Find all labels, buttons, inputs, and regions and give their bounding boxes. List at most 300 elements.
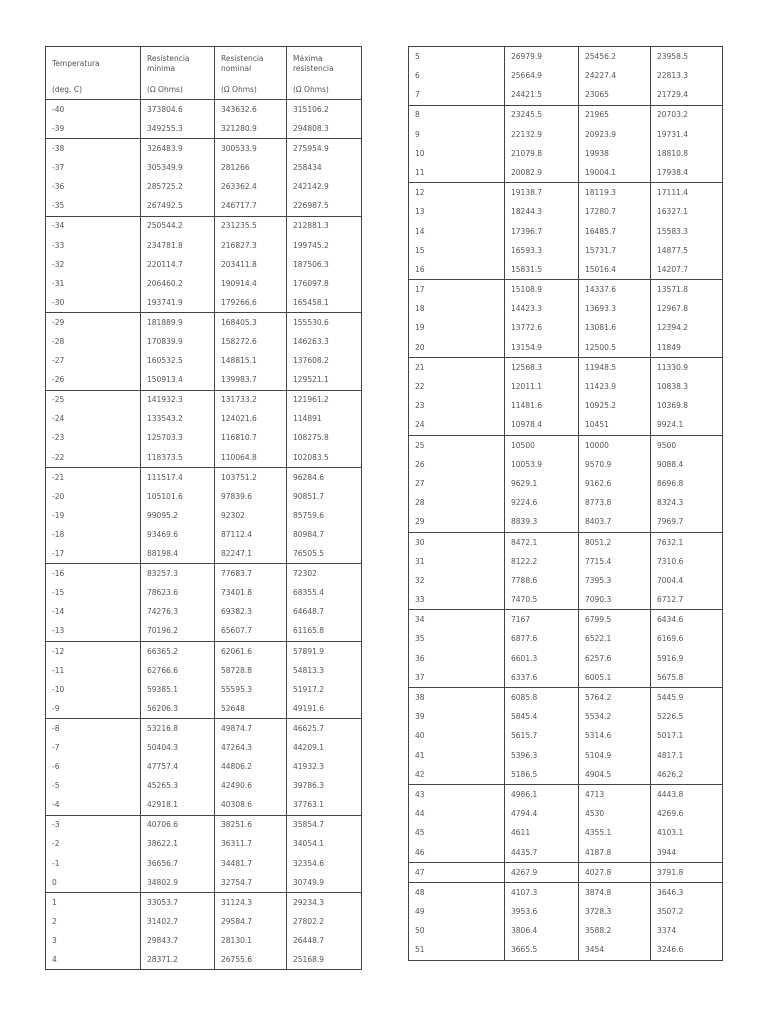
cell-max-resistance: 46625.7 [287,719,362,739]
table-row [409,203,723,222]
cell-temperature: -13 [46,622,141,642]
table-row [46,564,362,584]
table-row [46,119,362,139]
cell-min-resistance: 13772.6 [505,319,579,338]
table-row [409,377,723,396]
cell-nominal-resistance: 7715.4 [579,552,651,571]
cell-nominal-resistance: 52648 [215,699,287,719]
cell-min-resistance: 8472.1 [505,532,579,552]
cell-max-resistance: 32354.6 [287,854,362,873]
table-row [409,435,723,455]
cell-nominal-resistance: 62061.6 [215,641,287,661]
cell-min-resistance: 141932.3 [141,390,215,410]
cell-min-resistance: 42918.1 [141,795,215,815]
cell-min-resistance: 22132.9 [505,125,579,144]
cell-nominal-resistance: 6257.6 [579,649,651,668]
cell-temperature: 43 [409,785,505,805]
cell-min-resistance: 99095.2 [141,506,215,525]
cell-temperature: 50 [409,921,505,940]
cell-nominal-resistance: 124021.6 [215,410,287,429]
cell-nominal-resistance: 179266.6 [215,293,287,313]
cell-nominal-resistance: 11423.9 [579,377,651,396]
cell-temperature: 19 [409,319,505,338]
cell-max-resistance: 129521.1 [287,370,362,390]
cell-nominal-resistance: 58728.8 [215,661,287,680]
table-row [409,47,723,67]
cell-nominal-resistance: 21965 [579,105,651,125]
cell-temperature: -27 [46,351,141,370]
cell-nominal-resistance: 32754.7 [215,873,287,893]
cell-temperature: 3 [46,931,141,950]
cell-temperature: -31 [46,274,141,293]
cell-temperature: 28 [409,493,505,512]
cell-max-resistance: 199745.2 [287,236,362,255]
table-row [409,941,723,961]
cell-min-resistance: 10500 [505,435,579,455]
cell-max-resistance: 5445.9 [651,688,723,708]
cell-temperature: 39 [409,707,505,726]
cell-max-resistance: 3374 [651,921,723,940]
cell-min-resistance: 66365.2 [141,641,215,661]
cell-nominal-resistance: 4187.8 [579,843,651,863]
cell-temperature: 40 [409,727,505,746]
cell-min-resistance: 28371.2 [141,950,215,970]
cell-temperature: -36 [46,177,141,196]
cell-nominal-resistance: 4530 [579,804,651,823]
cell-max-resistance: 9924.1 [651,416,723,436]
cell-temperature: 51 [409,941,505,961]
table-row [46,139,362,159]
table-row [409,552,723,571]
cell-nominal-resistance: 82247.1 [215,544,287,564]
cell-nominal-resistance: 19004.1 [579,163,651,183]
cell-max-resistance: 41932.3 [287,757,362,776]
cell-nominal-resistance: 10451 [579,416,651,436]
cell-temperature: 6 [409,66,505,85]
cell-max-resistance: 258434 [287,158,362,177]
cell-min-resistance: 170839.9 [141,332,215,351]
cell-nominal-resistance: 15731.7 [579,241,651,260]
cell-nominal-resistance: 9162.6 [579,474,651,493]
cell-temperature: 13 [409,203,505,222]
cell-nominal-resistance: 5314.6 [579,727,651,746]
cell-temperature: 35 [409,630,505,649]
table-row [46,274,362,293]
cell-min-resistance: 29843.7 [141,931,215,950]
table-row [409,241,723,260]
cell-nominal-resistance: 92302 [215,506,287,525]
cell-max-resistance: 212881.3 [287,216,362,236]
cell-nominal-resistance: 36311.7 [215,835,287,854]
cell-nominal-resistance: 5764.2 [579,688,651,708]
table-row [409,455,723,474]
cell-max-resistance: 5916.9 [651,649,723,668]
cell-temperature: 21 [409,358,505,378]
cell-max-resistance: 85759.6 [287,506,362,525]
cell-temperature: -32 [46,255,141,274]
cell-nominal-resistance: 158272.6 [215,332,287,351]
cell-temperature: 42 [409,765,505,785]
table-row [409,338,723,358]
cell-max-resistance: 14877.5 [651,241,723,260]
cell-min-resistance: 4267.9 [505,862,579,882]
cell-temperature: -40 [46,100,141,120]
table-row [46,622,362,642]
cell-max-resistance: 18810.8 [651,144,723,163]
cell-max-resistance: 80984.7 [287,525,362,544]
cell-temperature: -21 [46,467,141,487]
cell-max-resistance: 9088.4 [651,455,723,474]
cell-temperature: 24 [409,416,505,436]
cell-max-resistance: 37763.1 [287,795,362,815]
cell-nominal-resistance: 263362.4 [215,177,287,196]
table-row [46,854,362,873]
cell-nominal-resistance: 3874.8 [579,883,651,903]
cell-max-resistance: 25168.9 [287,950,362,970]
cell-max-resistance: 102083.5 [287,448,362,468]
cell-min-resistance: 326483.9 [141,139,215,159]
cell-max-resistance: 11849 [651,338,723,358]
table-row [409,85,723,105]
table-row [409,883,723,903]
cell-max-resistance: 108275.8 [287,429,362,448]
cell-nominal-resistance: 4713 [579,785,651,805]
table-row [409,630,723,649]
cell-nominal-resistance: 5104.9 [579,746,651,765]
table-row [409,280,723,300]
cell-min-resistance: 70196.2 [141,622,215,642]
table-row [409,746,723,765]
table-row [46,487,362,506]
table-row [46,795,362,815]
cell-temperature: -30 [46,293,141,313]
cell-min-resistance: 4794.4 [505,804,579,823]
cell-min-resistance: 7470.5 [505,590,579,610]
cell-temperature: 30 [409,532,505,552]
cell-max-resistance: 165458.1 [287,293,362,313]
cell-nominal-resistance: 103751.2 [215,467,287,487]
cell-max-resistance: 90851.7 [287,487,362,506]
unit-max: (Ω Ohms) [287,80,362,100]
cell-min-resistance: 10053.9 [505,455,579,474]
cell-min-resistance: 8839.3 [505,513,579,533]
cell-temperature: -19 [46,506,141,525]
table-row [409,532,723,552]
cell-nominal-resistance: 4027.8 [579,862,651,882]
cell-min-resistance: 17396.7 [505,222,579,241]
cell-temperature: 27 [409,474,505,493]
cell-max-resistance: 21729.4 [651,85,723,105]
cell-max-resistance: 64648.7 [287,603,362,622]
cell-min-resistance: 62766.6 [141,661,215,680]
cell-nominal-resistance: 3728.3 [579,902,651,921]
cell-temperature: 25 [409,435,505,455]
cell-max-resistance: 146263.3 [287,332,362,351]
cell-nominal-resistance: 7395.3 [579,571,651,590]
cell-temperature: 9 [409,125,505,144]
cell-temperature: 33 [409,590,505,610]
cell-max-resistance: 14207.7 [651,260,723,280]
cell-min-resistance: 3806.4 [505,921,579,940]
cell-temperature: 15 [409,241,505,260]
cell-nominal-resistance: 26755.6 [215,950,287,970]
cell-min-resistance: 305349.9 [141,158,215,177]
table-row [46,776,362,795]
header-row [46,47,362,81]
cell-min-resistance: 3953.6 [505,902,579,921]
cell-max-resistance: 68355.4 [287,583,362,602]
units-row [46,80,362,100]
cell-max-resistance: 7632.1 [651,532,723,552]
cell-min-resistance: 53216.8 [141,719,215,739]
cell-temperature: 31 [409,552,505,571]
cell-max-resistance: 187506.3 [287,255,362,274]
table-row [409,688,723,708]
cell-min-resistance: 105101.6 [141,487,215,506]
cell-temperature: -15 [46,583,141,602]
table-row [46,525,362,544]
cell-nominal-resistance: 5534.2 [579,707,651,726]
cell-nominal-resistance: 31124.3 [215,892,287,912]
resistance-table-left [45,46,362,970]
cell-temperature: 38 [409,688,505,708]
table-row [409,66,723,85]
cell-temperature: -20 [46,487,141,506]
cell-temperature: -16 [46,564,141,584]
cell-max-resistance: 10838.3 [651,377,723,396]
cell-temperature: 1 [46,892,141,912]
cell-nominal-resistance: 110064.8 [215,448,287,468]
table-row [46,738,362,757]
cell-max-resistance: 4626.2 [651,765,723,785]
cell-nominal-resistance: 55595.3 [215,680,287,699]
table-row [409,668,723,688]
cell-max-resistance: 242142.9 [287,177,362,196]
cell-temperature: -1 [46,854,141,873]
cell-temperature: -6 [46,757,141,776]
cell-min-resistance: 220114.7 [141,255,215,274]
cell-max-resistance: 57891.9 [287,641,362,661]
cell-min-resistance: 93469.6 [141,525,215,544]
cell-min-resistance: 7788.6 [505,571,579,590]
cell-max-resistance: 8324.3 [651,493,723,512]
cell-min-resistance: 10978.4 [505,416,579,436]
cell-temperature: -33 [46,236,141,255]
cell-max-resistance: 76505.5 [287,544,362,564]
table-row [46,892,362,912]
cell-temperature: 0 [46,873,141,893]
cell-max-resistance: 155530.6 [287,313,362,333]
cell-max-resistance: 4103.1 [651,824,723,843]
cell-min-resistance: 56206.3 [141,699,215,719]
cell-max-resistance: 35854.7 [287,815,362,835]
cell-nominal-resistance: 24227.4 [579,66,651,85]
table-row [46,719,362,739]
cell-nominal-resistance: 203411.8 [215,255,287,274]
cell-max-resistance: 7969.7 [651,513,723,533]
cell-min-resistance: 160532.5 [141,351,215,370]
cell-min-resistance: 6337.6 [505,668,579,688]
cell-min-resistance: 9224.6 [505,493,579,512]
cell-temperature: -26 [46,370,141,390]
table-row [46,506,362,525]
cell-min-resistance: 31402.7 [141,912,215,931]
cell-nominal-resistance: 20923.9 [579,125,651,144]
cell-temperature: 17 [409,280,505,300]
cell-temperature: -35 [46,197,141,217]
table-row [409,571,723,590]
unit-temperature: (deg. C) [46,80,141,100]
table-row [46,544,362,564]
cell-nominal-resistance: 4904.5 [579,765,651,785]
cell-temperature: 45 [409,824,505,843]
cell-temperature: -39 [46,119,141,139]
cell-min-resistance: 8122.2 [505,552,579,571]
table-row [409,804,723,823]
cell-temperature: -29 [46,313,141,333]
cell-max-resistance: 96284.6 [287,467,362,487]
cell-min-resistance: 267492.5 [141,197,215,217]
cell-min-resistance: 23245.5 [505,105,579,125]
cell-max-resistance: 12967.8 [651,299,723,318]
unit-min: (Ω Ohms) [141,80,215,100]
table-row [409,416,723,436]
cell-temperature: -11 [46,661,141,680]
cell-temperature: 10 [409,144,505,163]
table-row [46,429,362,448]
cell-max-resistance: 294808.3 [287,119,362,139]
table-row [409,260,723,280]
cell-temperature: 29 [409,513,505,533]
cell-min-resistance: 4435.7 [505,843,579,863]
cell-max-resistance: 4269.6 [651,804,723,823]
cell-max-resistance: 26448.7 [287,931,362,950]
table-row [409,222,723,241]
cell-nominal-resistance: 168405.3 [215,313,287,333]
table-row [46,177,362,196]
cell-max-resistance: 6712.7 [651,590,723,610]
cell-nominal-resistance: 8051.2 [579,532,651,552]
cell-nominal-resistance: 13081.6 [579,319,651,338]
cell-temperature: 11 [409,163,505,183]
cell-temperature: 18 [409,299,505,318]
table-row [46,158,362,177]
header-nominal-resistance: Resistencia nominal [215,47,287,81]
cell-max-resistance: 23958.5 [651,47,723,67]
cell-nominal-resistance: 40308.6 [215,795,287,815]
cell-min-resistance: 9629.1 [505,474,579,493]
cell-nominal-resistance: 42490.6 [215,776,287,795]
table-row [46,912,362,931]
cell-min-resistance: 6085.8 [505,688,579,708]
cell-max-resistance: 6169.6 [651,630,723,649]
cell-temperature: 47 [409,862,505,882]
table-row [409,513,723,533]
cell-nominal-resistance: 65607.7 [215,622,287,642]
cell-nominal-resistance: 97839.6 [215,487,287,506]
cell-max-resistance: 10369.8 [651,396,723,415]
cell-max-resistance: 13571.8 [651,280,723,300]
cell-temperature: -23 [46,429,141,448]
cell-max-resistance: 61165.8 [287,622,362,642]
cell-temperature: 16 [409,260,505,280]
cell-temperature: -22 [46,448,141,468]
cell-min-resistance: 14423.3 [505,299,579,318]
cell-max-resistance: 51917.2 [287,680,362,699]
cell-nominal-resistance: 216827.3 [215,236,287,255]
cell-nominal-resistance: 13693.3 [579,299,651,318]
cell-min-resistance: 47757.4 [141,757,215,776]
cell-max-resistance: 19731.4 [651,125,723,144]
cell-max-resistance: 39786.3 [287,776,362,795]
table-row [46,332,362,351]
cell-nominal-resistance: 281266 [215,158,287,177]
cell-max-resistance: 121961.2 [287,390,362,410]
cell-nominal-resistance: 139983.7 [215,370,287,390]
table-row [409,765,723,785]
cell-nominal-resistance: 148815.1 [215,351,287,370]
cell-min-resistance: 5615.7 [505,727,579,746]
cell-nominal-resistance: 246717.7 [215,197,287,217]
cell-max-resistance: 17938.4 [651,163,723,183]
cell-nominal-resistance: 49874.7 [215,719,287,739]
cell-max-resistance: 7004.4 [651,571,723,590]
table-row [409,319,723,338]
cell-temperature: 26 [409,455,505,474]
table-row [46,236,362,255]
cell-min-resistance: 24421.5 [505,85,579,105]
table-row [46,255,362,274]
cell-max-resistance: 17111.4 [651,183,723,203]
cell-nominal-resistance: 9570.9 [579,455,651,474]
cell-min-resistance: 13154.9 [505,338,579,358]
cell-nominal-resistance: 28130.1 [215,931,287,950]
cell-temperature: 5 [409,47,505,67]
table-row [46,370,362,390]
cell-temperature: -28 [46,332,141,351]
cell-nominal-resistance: 69382.3 [215,603,287,622]
cell-min-resistance: 3665.5 [505,941,579,961]
table-row [46,293,362,313]
cell-temperature: -25 [46,390,141,410]
unit-nom: (Ω Ohms) [215,80,287,100]
cell-min-resistance: 26979.9 [505,47,579,67]
table-row [409,902,723,921]
table-row [409,824,723,843]
table-row [46,216,362,236]
cell-min-resistance: 250544.2 [141,216,215,236]
cell-nominal-resistance: 77683.7 [215,564,287,584]
table-row [46,467,362,487]
cell-nominal-resistance: 11948.5 [579,358,651,378]
cell-max-resistance: 275954.9 [287,139,362,159]
cell-min-resistance: 25664.9 [505,66,579,85]
cell-min-resistance: 193741.9 [141,293,215,313]
cell-min-resistance: 59385.1 [141,680,215,699]
cell-nominal-resistance: 116810.7 [215,429,287,448]
cell-temperature: -3 [46,815,141,835]
cell-max-resistance: 114891 [287,410,362,429]
cell-temperature: 32 [409,571,505,590]
header-temperature: Temperatura [46,47,141,81]
table-row [409,610,723,630]
cell-max-resistance: 7310.6 [651,552,723,571]
cell-min-resistance: 38622.1 [141,835,215,854]
cell-nominal-resistance: 231235.5 [215,216,287,236]
cell-nominal-resistance: 44806.2 [215,757,287,776]
cell-max-resistance: 34054.1 [287,835,362,854]
table-row [409,163,723,183]
